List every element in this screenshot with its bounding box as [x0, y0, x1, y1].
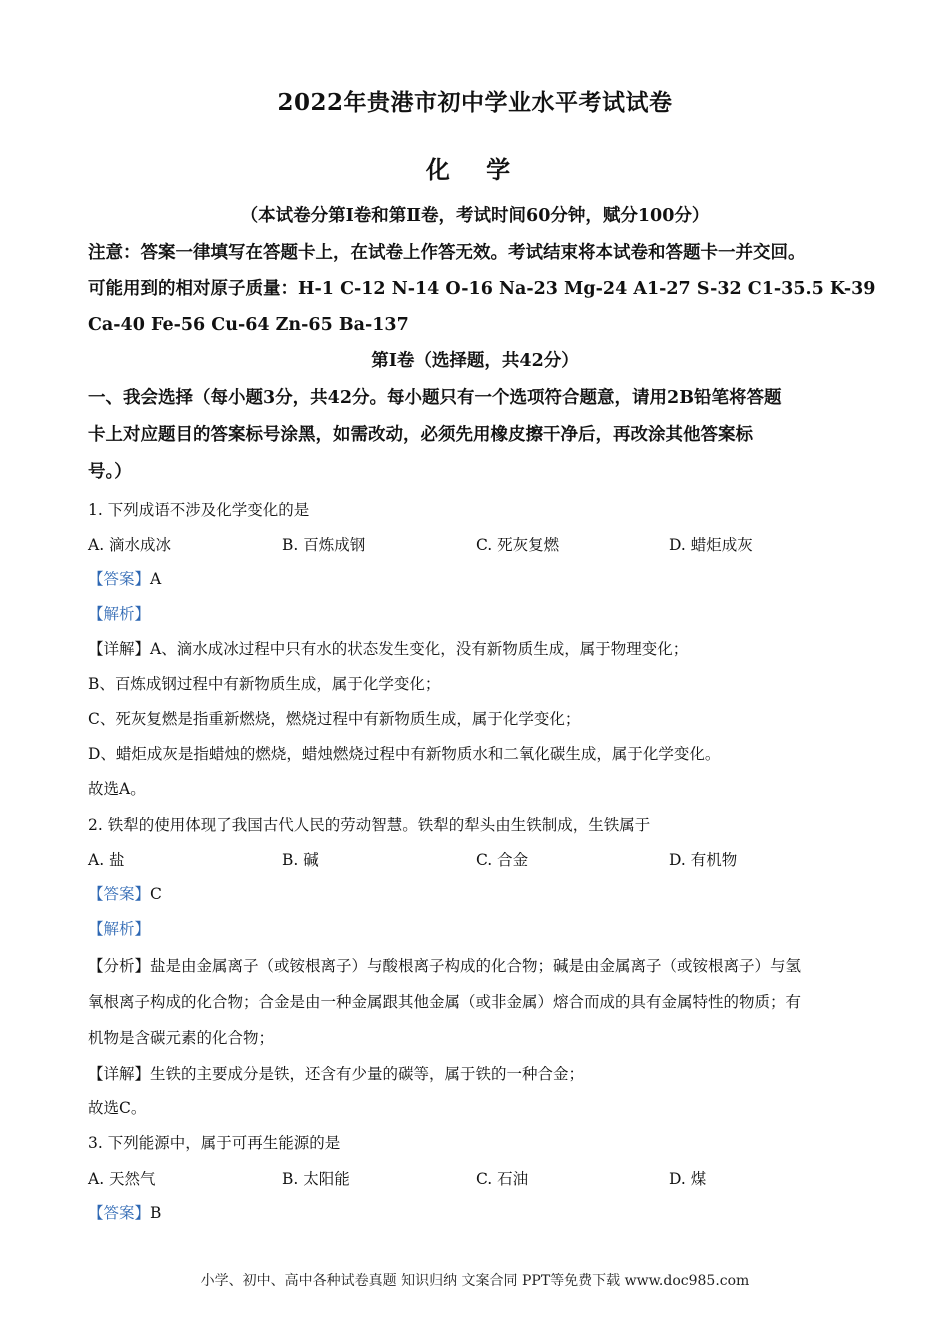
- atomic-mass-line-2: Ca-40 Fe-56 Cu-64 Zn-65 Ba-137: [88, 315, 409, 335]
- instruction-line-3: 号。）: [88, 462, 132, 482]
- q1-stem: 1. 下列成语不涉及化学变化的是: [88, 501, 310, 519]
- q1-detail-line-b: B、百炼成钢过程中有新物质生成，属于化学变化；: [88, 675, 441, 693]
- fenxi-tag: 【分析】: [88, 957, 151, 975]
- q2-detail: [88, 1063, 584, 1085]
- q1-detail: [88, 638, 688, 660]
- q3-option-a: A. 天然气: [88, 1170, 156, 1188]
- detail-tag: 【详解】: [88, 1065, 151, 1083]
- q1-detail-text: A、滴水成冰过程中只有水的状态发生变化，没有新物质生成，属于物理变化；: [150, 640, 689, 658]
- answer-tag: 【答案】: [88, 570, 151, 588]
- answer-tag: 【答案】: [88, 885, 151, 903]
- q1-detail-line-c: C、死灰复燃是指重新燃烧，燃烧过程中有新物质生成，属于化学变化；: [88, 710, 581, 728]
- instruction-line-1: 一、我会选择（每小题3分，共42分。每小题只有一个选项符合题意，请用2B铅笔将答题: [88, 388, 782, 408]
- q1-analysis-tag: 【解析】: [88, 605, 151, 623]
- q1-conclusion: 故选A。: [88, 780, 146, 798]
- q2-option-b: B. 碱: [282, 851, 319, 869]
- q2-analysis-tag: 【解析】: [88, 920, 151, 938]
- q1-answer-value: A: [150, 570, 162, 588]
- q2-fenxi: [88, 955, 801, 977]
- q2-detail-text: 生铁的主要成分是铁，还含有少量的碳等，属于铁的一种合金；: [150, 1065, 585, 1083]
- instruction-line-2: 卡上对应题目的答案标号涂黑，如需改动，必须先用橡皮擦干净后，再改涂其他答案标: [88, 425, 753, 445]
- q3-answer: [88, 1202, 161, 1224]
- q1-option-b: B. 百炼成钢: [282, 536, 366, 554]
- q3-answer-value: B: [150, 1204, 162, 1222]
- notice: 注意：答案一律填写在答题卡上，在试卷上作答无效。考试结束将本试卷和答题卡一并交回。: [88, 243, 806, 263]
- q3-stem: 3. 下列能源中，属于可再生能源的是: [88, 1134, 341, 1152]
- q2-fenxi-text-1: 盐是由金属离子（或铵根离子）与酸根离子构成的化合物；碱是由金属离子（或铵根离子）与氢: [150, 957, 802, 975]
- q2-option-d: D. 有机物: [669, 851, 738, 869]
- q1-detail-line-d: D、蜡炬成灰是指蜡烛的燃烧，蜡烛燃烧过程中有新物质水和二氧化碳生成，属于化学变化。: [88, 745, 721, 763]
- q2-answer: [88, 883, 162, 905]
- exam-title: 2022年贵港市初中学业水平考试试卷: [277, 89, 673, 116]
- exam-info: （本试卷分第Ⅰ卷和第Ⅱ卷，考试时间60分钟，赋分100分）: [240, 206, 710, 226]
- q3-option-b: B. 太阳能: [282, 1170, 350, 1188]
- answer-tag: 【答案】: [88, 1204, 151, 1222]
- q2-conclusion: 故选C。: [88, 1099, 147, 1117]
- q2-option-a: A. 盐: [88, 851, 125, 869]
- q1-option-d: D. 蜡炬成灰: [669, 536, 753, 554]
- q2-fenxi-line-3: 机物是含碳元素的化合物；: [88, 1029, 275, 1047]
- q3-option-d: D. 煤: [669, 1170, 707, 1188]
- q1-answer: [88, 568, 161, 590]
- q2-option-c: C. 合金: [476, 851, 529, 869]
- q2-answer-value: C: [150, 885, 162, 903]
- detail-tag: 【详解】: [88, 640, 151, 658]
- atomic-mass-line-1: 可能用到的相对原子质量：H-1 C-12 N-14 O-16 Na-23 Mg-24 A1-27 S-32 C1-35.5 K-39: [88, 279, 876, 299]
- footer-text: 小学、初中、高中各种试卷真题 知识归纳 文案合同 PPT等免费下载 www.doc985.com: [200, 1273, 750, 1289]
- q1-option-a: A. 滴水成冰: [88, 536, 172, 554]
- subject-title: 化 学: [425, 155, 525, 184]
- q2-stem: 2. 铁犁的使用体现了我国古代人民的劳动智慧。铁犁的犁头由生铁制成，生铁属于: [88, 816, 651, 834]
- q1-option-c: C. 死灰复燃: [476, 536, 560, 554]
- q2-fenxi-line-2: 氧根离子构成的化合物；合金是由一种金属跟其他金属（或非金属）熔合而成的具有金属特性的物质；有: [88, 993, 802, 1011]
- q3-option-c: C. 石油: [476, 1170, 529, 1188]
- section-title: 第Ⅰ卷（选择题，共42分）: [371, 351, 579, 371]
